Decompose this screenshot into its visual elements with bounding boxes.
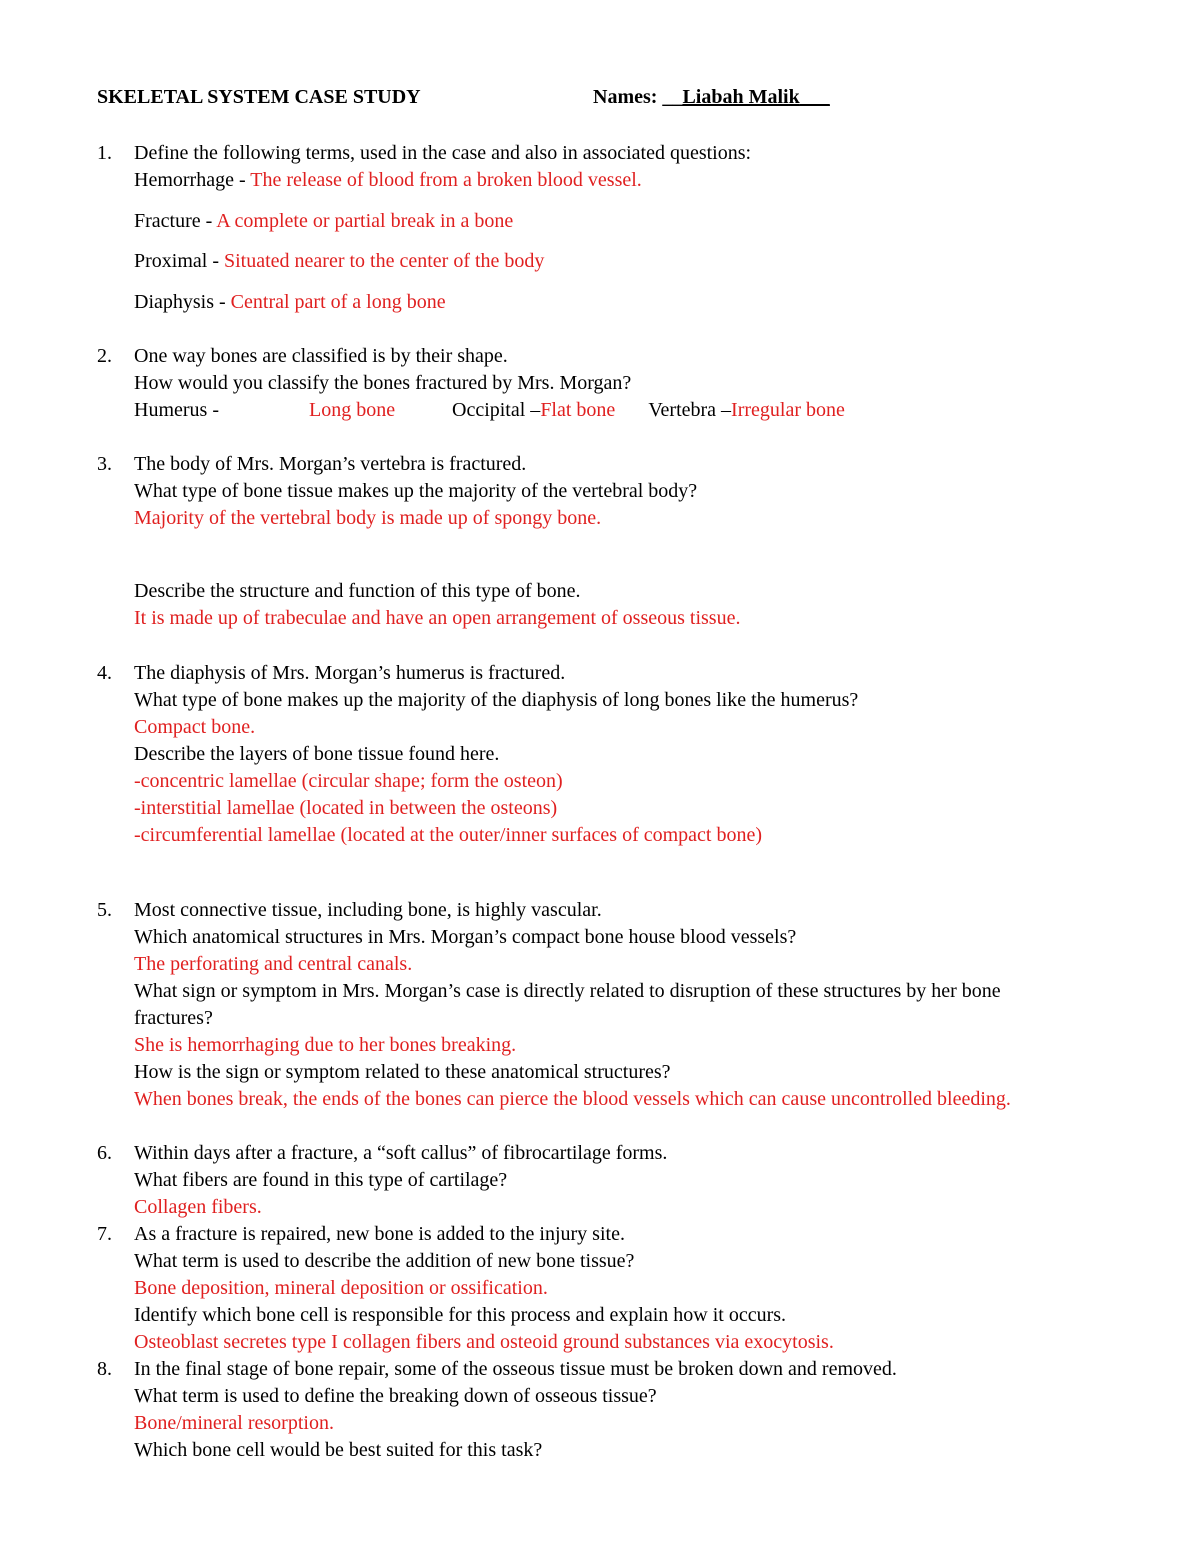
bone-shape-answers [134,397,1094,424]
term-label: Proximal - [134,250,224,272]
question-number: 3. [97,453,112,475]
term-label: Hemorrhage - [134,169,251,191]
question-text: In the final stage of bone repair, some of the osseous tissue must be broken down and removed. [134,1358,897,1380]
question-text: What term is used to define the breaking down of osseous tissue? [134,1385,657,1407]
question-text: Within days after a fracture, a “soft callus” of fibrocartilage forms. [134,1142,668,1164]
answer-text: The perforating and central canals. [134,953,413,975]
question-text: One way bones are classified is by their shape. [134,345,508,367]
question-text: Describe the layers of bone tissue found here. [134,743,500,765]
occipital-answer: Flat bone [540,399,616,421]
answer-text: Osteoblast secretes type I collagen fibers and osteoid ground substances via exocytosis. [134,1331,834,1353]
question-text: Which anatomical structures in Mrs. Morgan’s compact bone house blood vessels? [134,926,797,948]
question-number: 8. [97,1358,112,1380]
names-trail: ___ [799,86,830,108]
question-text: The diaphysis of Mrs. Morgan’s humerus is fractured. [134,662,566,684]
answer-text: Collagen fibers. [134,1196,262,1218]
question-number: 1. [97,142,112,164]
layer-item: -interstitial lamellae (located in between the osteons) [134,797,558,819]
question-text: Identify which bone cell is responsible for this process and explain how it occurs. [134,1304,787,1326]
question-text: The body of Mrs. Morgan’s vertebra is fractured. [134,453,527,475]
occipital-label: Occipital – [452,399,541,421]
question-number: 6. [97,1142,112,1164]
answer-text: Majority of the vertebral body is made up of spongy bone. [134,507,602,529]
question-number: 4. [97,662,112,684]
question-text: How would you classify the bones fractured by Mrs. Morgan? [134,372,632,394]
term-proximal [134,248,1094,275]
question-text: What type of bone tissue makes up the majority of the vertebral body? [134,480,698,502]
humerus-label: Humerus - [134,399,219,421]
term-answer: The release of blood from a broken blood vessel. [250,169,642,191]
answer-text: She is hemorrhaging due to her bones breaking. [134,1034,517,1056]
vertebra-answer: Irregular bone [731,399,845,421]
term-label: Fracture - [134,209,217,232]
answer-text: Compact bone. [134,716,256,738]
humerus-answer: Long bone [309,399,396,421]
layer-item: -circumferential lamellae (located at the outer/inner surfaces of compact bone) [134,824,763,846]
answer-text: Bone/mineral resorption. [134,1412,334,1434]
document-title: SKELETAL SYSTEM CASE STUDY [97,86,421,108]
names-field [593,86,830,109]
student-name: Liabah Malik [682,86,800,108]
question-text: Most connective tissue, including bone, is highly vascular. [134,899,602,921]
term-hemorrhage [134,167,1094,194]
vertebra-label: Vertebra – [648,399,732,421]
question-text: Describe the structure and function of this type of bone. [134,580,581,602]
question-text: As a fracture is repaired, new bone is added to the injury site. [134,1223,625,1245]
answer-text: When bones break, the ends of the bones can pierce the blood vessels which can cause uncontrolled bleeding. [134,1088,1011,1110]
question-number: 5. [97,899,112,921]
term-answer: Situated nearer to the center of the body [224,250,545,272]
document-header [97,86,1097,116]
question-text: What term is used to describe the addition of new bone tissue? [134,1250,635,1272]
question-number: 7. [97,1223,112,1245]
question-text: What type of bone makes up the majority of the diaphysis of long bones like the humerus? [134,689,859,711]
layer-item: -concentric lamellae (circular shape; form the osteon) [134,770,563,792]
term-answer: A complete or partial break in a bone [216,209,514,232]
term-answer: Central part of a long bone [230,290,446,313]
question-text: What sign or symptom in Mrs. Morgan’s case is directly related to disruption of these structures by her bone fractures? [134,980,1001,1029]
answer-text: Bone deposition, mineral deposition or ossification. [134,1277,548,1299]
question-text: How is the sign or symptom related to these anatomical structures? [134,1061,671,1083]
question-text: Which bone cell would be best suited for this task? [134,1439,543,1461]
answer-text: It is made up of trabeculae and have an open arrangement of osseous tissue. [134,607,741,629]
question-prompt: Define the following terms, used in the case and also in associated questions: [134,142,752,164]
question-text: What fibers are found in this type of cartilage? [134,1169,508,1191]
term-fracture [134,208,1094,235]
names-label: Names: __ [593,86,683,108]
term-diaphysis [134,289,1094,316]
question-number: 2. [97,345,112,367]
term-label: Diaphysis - [134,290,231,313]
